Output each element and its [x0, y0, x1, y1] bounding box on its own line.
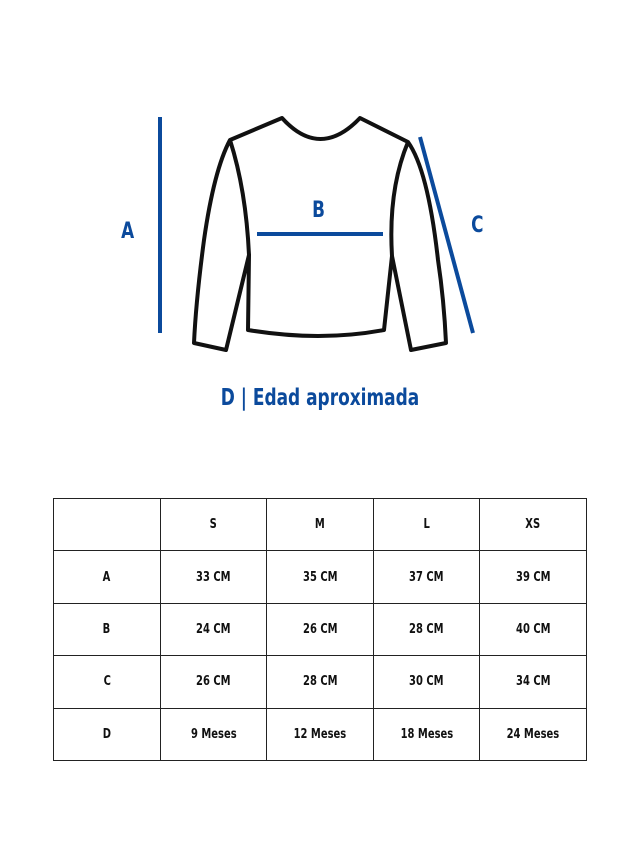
label-a: A	[121, 219, 135, 244]
header-cell: M	[267, 499, 374, 551]
table-row	[54, 656, 587, 708]
table-cell: C	[54, 656, 161, 708]
caption-text: D | Edad aproximada	[220, 385, 420, 411]
table-header-row	[54, 499, 587, 551]
table-cell: 34 CM	[480, 656, 587, 708]
table-cell: 35 CM	[267, 551, 374, 603]
header-cell	[54, 499, 161, 551]
table-cell: 33 CM	[160, 551, 267, 603]
table-cell: 24 CM	[160, 603, 267, 655]
size-table	[53, 498, 587, 761]
table-cell: 30 CM	[373, 656, 480, 708]
label-b: B	[312, 198, 325, 223]
table-cell: 39 CM	[480, 551, 587, 603]
table-cell: 24 Meses	[480, 708, 587, 760]
caption	[0, 385, 640, 411]
table-cell: A	[54, 551, 161, 603]
table-cell: 12 Meses	[267, 708, 374, 760]
label-c: C	[471, 213, 484, 238]
header-cell: S	[160, 499, 267, 551]
table-row	[54, 708, 587, 760]
header-cell: L	[373, 499, 480, 551]
table-cell: 37 CM	[373, 551, 480, 603]
table-cell: 28 CM	[373, 603, 480, 655]
table-row	[54, 603, 587, 655]
right-sleeve-seam	[391, 142, 408, 256]
table-cell: D	[54, 708, 161, 760]
table-cell: 9 Meses	[160, 708, 267, 760]
table-cell: B	[54, 603, 161, 655]
table-cell: 28 CM	[267, 656, 374, 708]
header-cell: XS	[480, 499, 587, 551]
table-row	[54, 551, 587, 603]
measure-line-c	[420, 137, 473, 333]
table-cell: 26 CM	[160, 656, 267, 708]
table-cell: 40 CM	[480, 603, 587, 655]
table-cell: 18 Meses	[373, 708, 480, 760]
left-sleeve-seam	[230, 140, 249, 255]
table-cell: 26 CM	[267, 603, 374, 655]
